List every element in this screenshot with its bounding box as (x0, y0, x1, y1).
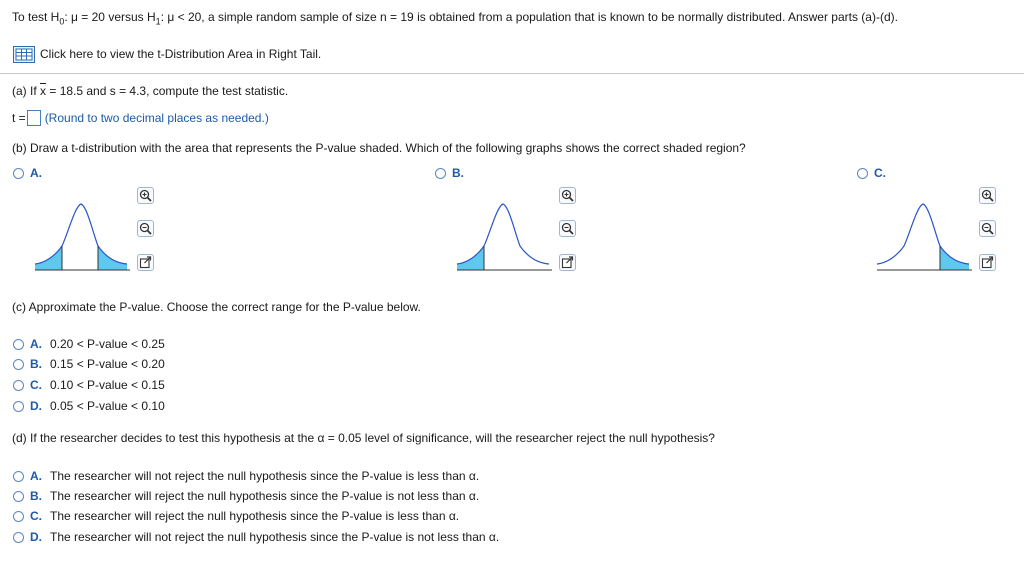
problem-statement: To test $H_0$: μ = 20 versus $H_1$: μ < 20, a simple random sample of size n = 19 is obtained from a population that is known to be normally distributed. Answer parts (a)-(d). (12, 10, 898, 27)
popout-icon[interactable] (979, 254, 996, 271)
part-c-question: (c) Approximate the P-value. Choose the correct range for the P-value below. (12, 300, 421, 314)
part-a-question: (a) If $\overline{x} = 18.5$ and s = 4.3, compute the test statistic. (12, 84, 289, 98)
part-d-option-a[interactable]: A. The researcher will not reject the null hypothesis since the P-value is less than α. (13, 469, 479, 483)
radio-button[interactable] (13, 491, 24, 502)
part-c-option-c[interactable]: C. 0.10 < P-value < 0.15 (13, 378, 165, 392)
graph-c-right-tail (877, 198, 972, 275)
radio-button[interactable] (13, 471, 24, 482)
left-tail-shade (35, 246, 62, 270)
radio-button[interactable] (13, 359, 24, 370)
popout-icon[interactable] (559, 254, 576, 271)
zoom-out-icon[interactable] (979, 220, 996, 237)
radio-button[interactable] (13, 380, 24, 391)
zoom-out-icon[interactable] (559, 220, 576, 237)
graph-b-left-tail (457, 198, 552, 275)
part-d-question: (d) If the researcher decides to test this hypothesis at the α = 0.05 level of significance, will the researcher reject the null hypothesis? (12, 431, 715, 445)
part-c-option-b[interactable]: B. 0.15 < P-value < 0.20 (13, 357, 165, 371)
right-tail-shade (940, 246, 969, 270)
radio-button[interactable] (13, 511, 24, 522)
part-b-option-c[interactable]: C. (857, 166, 894, 180)
part-b-question: (b) Draw a t-distribution with the area that represents the P-value shaded. Which of the following graphs shows the correct shaded region? (12, 141, 746, 155)
part-d-option-c[interactable]: C. The researcher will reject the null hypothesis since the P-value is less than α. (13, 509, 459, 523)
part-c-option-d[interactable]: D. 0.05 < P-value < 0.10 (13, 399, 165, 413)
popout-icon[interactable] (137, 254, 154, 271)
t-label: t = (12, 111, 26, 125)
part-a-answer-row (12, 110, 269, 126)
radio-button[interactable] (435, 168, 446, 179)
radio-button[interactable] (13, 532, 24, 543)
divider (0, 73, 1024, 74)
part-d-option-d[interactable]: D. The researcher will not reject the null hypothesis since the P-value is not less than α. (13, 530, 499, 544)
radio-button[interactable] (13, 339, 24, 350)
part-b-option-a[interactable]: A. (13, 166, 50, 180)
zoom-in-icon[interactable] (559, 187, 576, 204)
table-icon[interactable] (13, 46, 35, 63)
t-answer-input[interactable] (27, 110, 41, 126)
rounding-hint: (Round to two decimal places as needed.) (44, 111, 269, 125)
zoom-in-icon[interactable] (137, 187, 154, 204)
radio-button[interactable] (13, 168, 24, 179)
graph-a-two-tail (35, 198, 130, 275)
t-table-link[interactable]: Click here to view the t-Distribution Area in Right Tail. (40, 47, 322, 61)
left-tail-shade (457, 246, 484, 270)
radio-button[interactable] (857, 168, 868, 179)
part-b-option-b[interactable]: B. (435, 166, 472, 180)
zoom-out-icon[interactable] (137, 220, 154, 237)
part-c-option-a[interactable]: A. 0.20 < P-value < 0.25 (13, 337, 165, 351)
part-d-option-b[interactable]: B. The researcher will reject the null hypothesis since the P-value is not less than α. (13, 489, 479, 503)
radio-button[interactable] (13, 401, 24, 412)
right-tail-shade (98, 246, 127, 270)
zoom-in-icon[interactable] (979, 187, 996, 204)
